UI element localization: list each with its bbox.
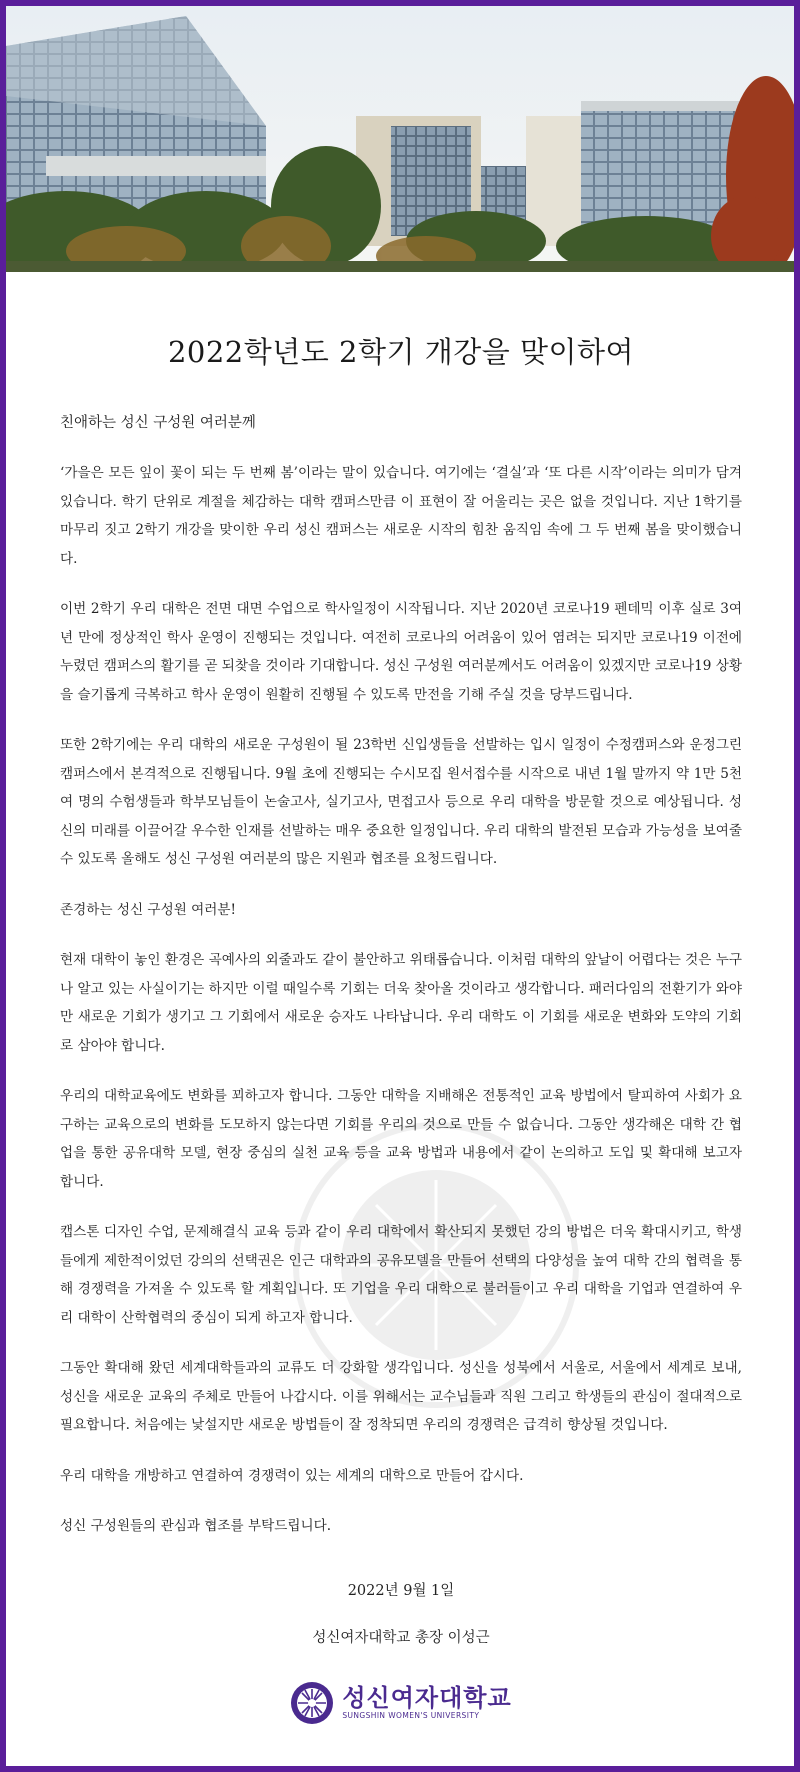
- paragraph-5: 현재 대학이 놓인 환경은 곡예사의 외줄과도 같이 불안하고 위태롭습니다. 이처럼 대학의 앞날이 어렵다는 것은 누구나 알고 있는 사실이기는 하지만 이럴 때일수록 기회는 더욱 찾아올 것이라고 생각합니다. 패러다임의 전환기가 와야만 새로운 기회가 생기고 그 기회에서 새로운 승자도 나타납니다. 우리 대학도 이 기회를 새로운 변화와 도약의 기회로 삼아야 합니다.: [60, 952, 742, 1054]
- university-emblem-icon: [290, 1681, 334, 1725]
- letter-signer: 성신여자대학교 총장 이성근: [312, 1629, 490, 1646]
- paragraph-10: 성신 구성원들의 관심과 협조를 부탁드립니다.: [60, 1518, 332, 1534]
- paragraph-3: 또한 2학기에는 우리 대학의 새로운 구성원이 될 23학번 신입생들을 선발하는 입시 일정이 수정캠퍼스와 운정그린캠퍼스에서 본격적으로 진행됩니다. 9월 초에 진행되는 수시모집 원서접수를 시작으로 내년 1월 말까지 약 1만 5천여 명의 수험생들과 학부모님들이 논술고사, 실기고사, 면접고사 등으로 우리 대학을 방문할 것으로 예상됩니다. 성신의 미래를 이끌어갈 우수한 인재를 선발하는 매우 중요한 일정입니다. 우리 대학의 발전된 모습과 가능성을 보여줄 수 있도록 올해도 성신 구성원 여러분의 많은 지원과 협조를 요청드립니다.: [60, 737, 742, 867]
- paragraph-4: 존경하는 성신 구성원 여러분!: [60, 901, 237, 918]
- letter-body: [6, 330, 794, 1725]
- paragraph-2: 이번 2학기 우리 대학은 전면 대면 수업으로 학사일정이 시작됩니다. 지난 2020년 코로나19 펜데믹 이후 실로 3여 년 만에 정상적인 학사 운영이 진행되는 것입니다. 여전히 코로나의 어려움이 있어 염려는 되지만 코로나19 이전에 누렸던 캠퍼스의 활기를 곧 되찾을 것이라 기대합니다. 성신 구성원 여러분께서도 어려움이 있겠지만 코로나19 상황을 슬기롭게 극복하고 학사 운영이 원활히 진행될 수 있도록 만전을 기해 주실 것을 당부드립니다.: [60, 601, 742, 703]
- campus-banner-image: [6, 6, 794, 272]
- logo-university-name: 성신여자대학교: [342, 1683, 512, 1712]
- letter-date: 2022년 9월 1일: [347, 1582, 455, 1599]
- logo-university-english-name: SUNGSHIN WOMEN'S UNIVERSITY: [342, 1710, 480, 1720]
- paragraph-8: 그동안 확대해 왔던 세계대학들과의 교류도 더 강화할 생각입니다. 성신을 성북에서 서울로, 서울에서 세계로 보내, 성신을 새로운 교육의 주체로 만들어 나갑시다. 이를 위해서는 교수님들과 직원 그리고 학생들의 관심이 절대적으로 필요합니다. 처음에는 낯설지만 새로운 방법들이 잘 정착되면 우리의 경쟁력은 급격히 향상될 것입니다.: [60, 1360, 742, 1433]
- paragraph-7: 캡스톤 디자인 수업, 문제해결식 교육 등과 같이 우리 대학에서 확산되지 못했던 강의 방법은 더욱 확대시키고, 학생들에게 제한적이었던 강의의 선택권은 인근 대학과의 공유모델을 만들어 선택의 다양성을 높여 대학 간의 협력을 통해 경쟁력을 가져올 수 있도록 할 계획입니다. 또 기업을 우리 대학으로 불러들이고 우리 대학을 기업과 연결하여 우리 대학이 산학협력의 중심이 되게 하고자 합니다.: [60, 1224, 742, 1326]
- paragraph-1: ‘가을은 모든 잎이 꽃이 되는 두 번째 봄’이라는 말이 있습니다. 여기에는 ‘결실’과 ‘또 다른 시작’이라는 의미가 담겨 있습니다. 학기 단위로 계절을 체감하는 대학 캠퍼스만큼 이 표현이 잘 어울리는 곳은 없을 것입니다. 지난 1학기를 마무리 짓고 2학기 개강을 맞이한 우리 성신 캠퍼스는 새로운 시작의 힘찬 움직임 속에 그 두 번째 봄을 맞이했습니다.: [60, 465, 742, 567]
- paragraph-6: 우리의 대학교육에도 변화를 꾀하고자 합니다. 그동안 대학을 지배해온 전통적인 교육 방법에서 탈피하여 사회가 요구하는 교육으로의 변화를 도모하지 않는다면 기회를 우리의 것으로 만들 수 없습니다. 그동안 생각해온 대학 간 협업을 통한 공유대학 모델, 현장 중심의 실천 교육 등을 교육 방법과 내용에서 같이 논의하고 도입 및 확대해 보고자 합니다.: [60, 1088, 742, 1190]
- campus-photo: [6, 6, 794, 272]
- university-logo: [60, 1681, 742, 1725]
- paragraph-9: 우리 대학을 개방하고 연결하여 경쟁력이 있는 세계의 대학으로 만들어 갑시다.: [60, 1467, 524, 1484]
- letter-title: 2022학년도 2학기 개강을 맞이하여: [167, 335, 635, 369]
- letter-greeting: 친애하는 성신 구성원 여러분께: [60, 415, 256, 431]
